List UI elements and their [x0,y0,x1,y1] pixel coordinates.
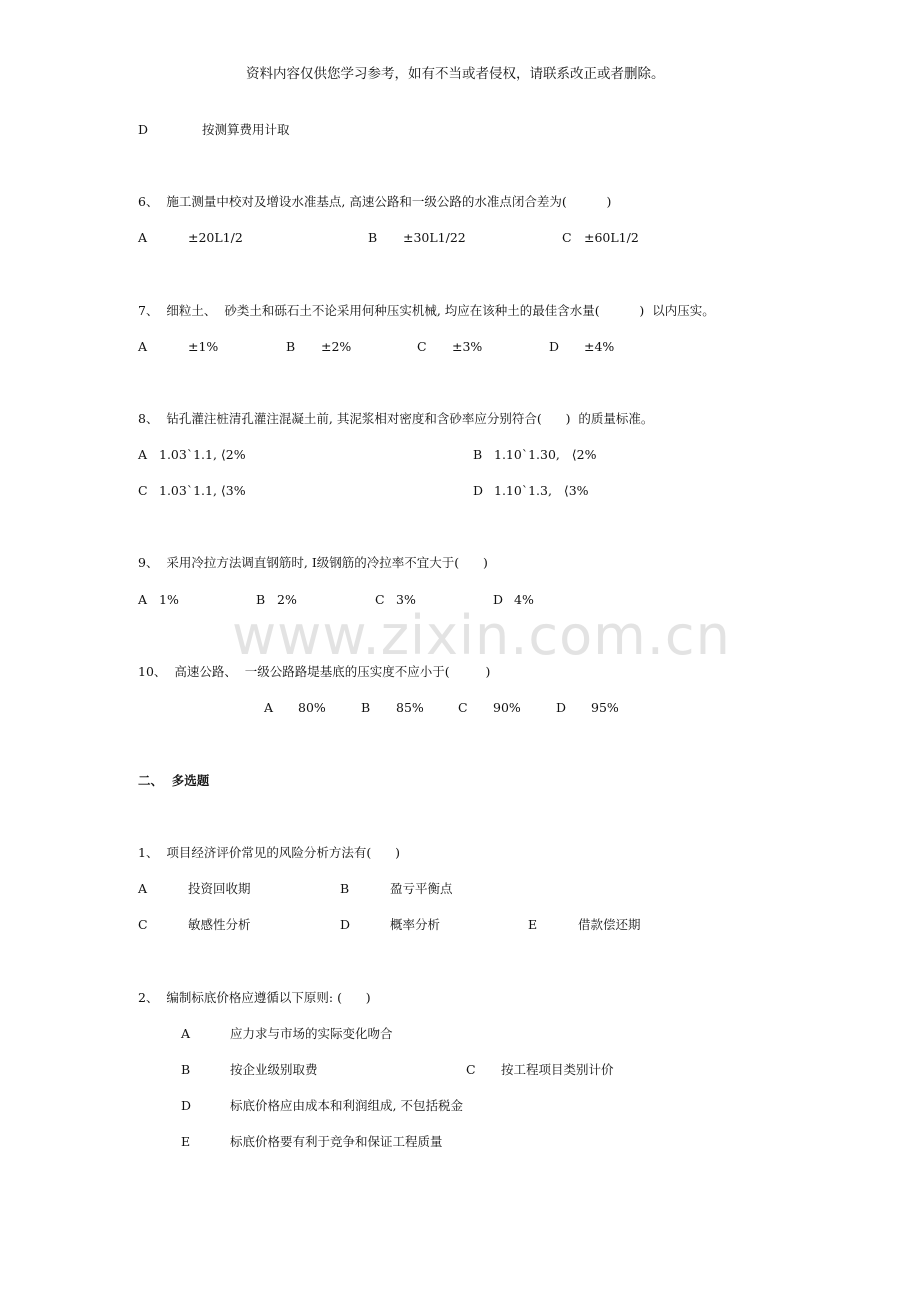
option-text: ±3% [452,339,483,354]
option-text: 1.10`1.3, ⟨3% [494,483,589,498]
option-label: B [368,230,378,245]
option-label: A [138,230,148,245]
option-label: B [473,447,483,462]
watermark: www.zixin.com.cn [232,604,731,667]
option-label: C [562,230,572,245]
option-label: B [286,339,296,354]
section-title: 二、 多选题 [138,773,210,788]
option-label: B [181,1062,191,1077]
question-stem: 1、 项目经济评价常见的风险分析方法有( ) [138,845,400,860]
option-label: D [138,122,149,137]
option-text: 借款偿还期 [578,917,641,932]
option-text: 90% [493,700,521,715]
question-stem: 9、 采用冷拉方法调直钢筋时, Ⅰ级钢筋的冷拉率不宜大于( ) [138,555,488,570]
option-label: B [361,700,371,715]
option-label: C [138,917,148,932]
option-label: A [264,700,274,715]
option-label: A [138,447,148,462]
option-text: 敏感性分析 [188,917,251,932]
option-label: C [417,339,427,354]
option-label: B [340,881,350,896]
question-stem: 10、 高速公路、 一级公路路堤基底的压实度不应小于( ) [138,664,491,679]
option-text: 95% [591,700,619,715]
option-label: E [181,1134,191,1149]
option-label: C [375,592,385,607]
option-text: 4% [514,592,534,607]
option-text: 盈亏平衡点 [390,881,453,896]
option-text: 标底价格应由成本和利润组成, 不包括税金 [230,1098,463,1113]
option-label: D [493,592,504,607]
option-label: E [528,917,538,932]
option-text: 按工程项目类别计价 [501,1062,614,1077]
option-text: ±1% [188,339,219,354]
option-text: ±2% [321,339,352,354]
question-stem: 2、 编制标底价格应遵循以下原则: ( ) [138,990,371,1005]
option-text: ±20L1/2 [188,230,243,245]
option-label: C [466,1062,476,1077]
option-text: 概率分析 [390,917,441,932]
option-text: 投资回收期 [188,881,251,896]
option-label: C [458,700,468,715]
option-label: C [138,483,148,498]
option-text: 85% [396,700,424,715]
option-text: 2% [277,592,297,607]
option-label: A [181,1026,191,1041]
option-label: B [256,592,266,607]
option-text: ±4% [584,339,615,354]
option-label: D [473,483,484,498]
option-label: D [556,700,567,715]
option-label: A [138,339,148,354]
option-label: A [138,592,148,607]
option-text: 1% [159,592,179,607]
page-header: 资料内容仅供您学习参考，如有不当或者侵权，请联系改正或者删除。 [246,66,665,82]
option-label: D [549,339,560,354]
option-text: ±60L1/2 [584,230,639,245]
option-text: ±30L1/22 [403,230,466,245]
option-label: D [340,917,351,932]
option-label: A [138,881,148,896]
option-text: 按测算费用计取 [202,122,290,137]
option-text: 1.03`1.1, ⟨3% [159,483,246,498]
option-text: 标底价格要有利于竞争和保证工程质量 [230,1134,443,1149]
option-text: 1.03`1.1, ⟨2% [159,447,246,462]
option-text: 按企业级别取费 [230,1062,318,1077]
question-stem: 8、 钻孔灌注桩清孔灌注混凝土前, 其泥浆相对密度和含砂率应分别符合( ) 的质量标准。 [138,411,654,426]
option-label: D [181,1098,192,1113]
option-text: 应力求与市场的实际变化吻合 [230,1026,393,1041]
question-stem: 6、 施工测量中校对及增设水准基点, 高速公路和一级公路的水准点闭合差为( ) [138,194,612,209]
question-stem: 7、 细粒土、 砂类土和砾石土不论采用何种压实机械, 均应在该种土的最佳含水量( ) 以内压实。 [138,303,715,318]
option-text: 1.10`1.30, ⟨2% [494,447,597,462]
option-text: 3% [396,592,416,607]
option-text: 80% [298,700,326,715]
